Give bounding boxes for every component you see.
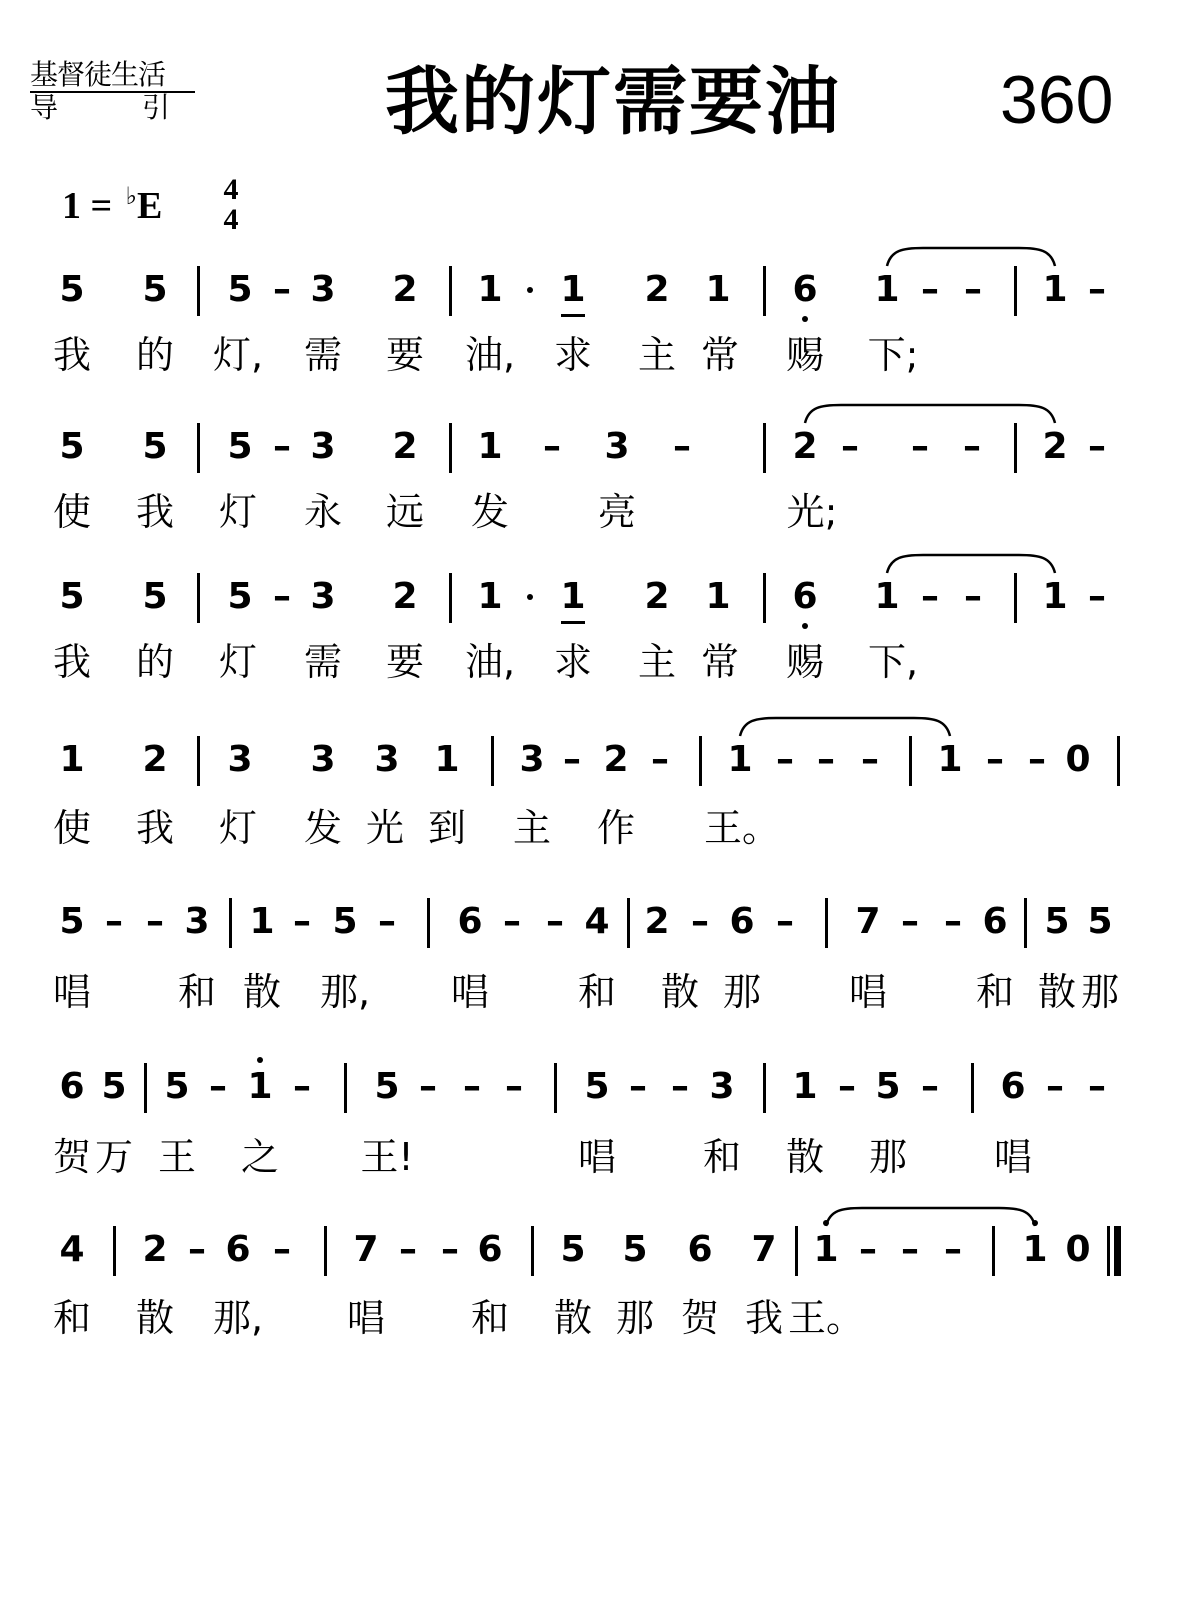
key-letter: E bbox=[136, 185, 163, 227]
dash-extension: – bbox=[1088, 576, 1106, 617]
dash-extension: – bbox=[776, 901, 794, 942]
time-signature-bottom: 4 bbox=[223, 203, 239, 236]
barline bbox=[795, 1226, 798, 1276]
dash-extension: – bbox=[859, 1229, 877, 1270]
note: 5 bbox=[142, 426, 168, 467]
flat-sign: ♭ bbox=[125, 184, 137, 210]
lyric-syllable: 要 bbox=[385, 333, 425, 377]
lyric-syllable: 主 bbox=[512, 806, 552, 850]
lyric-syllable: 主 bbox=[637, 333, 677, 377]
lyric-syllable: 王! bbox=[360, 1135, 414, 1179]
dash-extension: – bbox=[273, 576, 291, 617]
dash-extension: – bbox=[505, 1066, 523, 1107]
dash-extension: – bbox=[629, 1066, 647, 1107]
lyric-syllable: 唱 bbox=[346, 1296, 386, 1340]
lyric-syllable: 王 bbox=[157, 1135, 197, 1179]
note: 5 bbox=[59, 269, 85, 310]
barline bbox=[531, 1226, 534, 1276]
barline bbox=[1024, 898, 1027, 948]
final-barline-thick bbox=[1114, 1226, 1121, 1276]
note: 7 bbox=[855, 901, 881, 942]
note: 1 bbox=[813, 1229, 839, 1270]
lyric-syllable: 和 bbox=[975, 970, 1015, 1014]
barline bbox=[197, 736, 200, 786]
lyric-syllable: 灯, bbox=[212, 333, 264, 377]
barline bbox=[1117, 736, 1120, 786]
lyric-syllable: 贺 bbox=[680, 1296, 720, 1340]
dash-extension: – bbox=[901, 901, 919, 942]
lyric-syllable: 使 bbox=[52, 490, 92, 534]
time-signature-top: 4 bbox=[223, 173, 239, 206]
dash-extension: – bbox=[399, 1229, 417, 1270]
note: 5 bbox=[1087, 901, 1113, 942]
lyric-syllable: 和 bbox=[702, 1135, 742, 1179]
lyric-syllable: 的 bbox=[135, 640, 175, 684]
note: 3 bbox=[184, 901, 210, 942]
category-line-2: 导 引 bbox=[30, 91, 171, 124]
lyric-syllable: 王。 bbox=[787, 1296, 865, 1340]
note: 5 bbox=[59, 901, 85, 942]
lyric-syllable: 的 bbox=[135, 333, 175, 377]
tie-slur bbox=[801, 403, 1059, 425]
lyric-syllable: 远 bbox=[385, 490, 425, 534]
lyric-syllable: 常 bbox=[700, 333, 740, 377]
lyric-syllable: 赐 bbox=[785, 640, 825, 684]
lyric-syllable: 亮 bbox=[597, 490, 637, 534]
note: 2 bbox=[603, 739, 629, 780]
note: 6 bbox=[225, 1229, 251, 1270]
note: 6 bbox=[457, 901, 483, 942]
note: 5 bbox=[622, 1229, 648, 1270]
hymn-title: 我的灯需要油 bbox=[385, 59, 841, 145]
lyric-syllable: 光; bbox=[786, 490, 838, 534]
note: 5 bbox=[59, 576, 85, 617]
tie-slur bbox=[883, 553, 1059, 575]
augmentation-dot bbox=[527, 594, 533, 600]
barline bbox=[763, 1063, 766, 1113]
note: 6 bbox=[477, 1229, 503, 1270]
dash-extension: – bbox=[1088, 1066, 1106, 1107]
lyric-syllable: 下; bbox=[867, 333, 919, 377]
lyric-syllable: 光 bbox=[365, 806, 405, 850]
tie-slur-curve bbox=[805, 405, 1055, 423]
tie-slur bbox=[883, 246, 1059, 268]
note: 2 bbox=[644, 901, 670, 942]
dash-extension: – bbox=[817, 739, 835, 780]
lyric-syllable: 和 bbox=[52, 1296, 92, 1340]
note: 6 bbox=[1000, 1066, 1026, 1107]
lyric-syllable: 我 bbox=[744, 1296, 784, 1340]
lyric-syllable: 求 bbox=[553, 333, 593, 377]
note: 5 bbox=[227, 426, 253, 467]
lyric-syllable: 油, bbox=[464, 640, 516, 684]
note: 4 bbox=[584, 901, 610, 942]
tie-slur bbox=[736, 716, 954, 738]
note: 0 bbox=[1065, 739, 1091, 780]
lyric-syllable: 那 bbox=[1080, 970, 1120, 1014]
dash-extension: – bbox=[651, 739, 669, 780]
dash-extension: – bbox=[293, 1066, 311, 1107]
note: 1 bbox=[937, 739, 963, 780]
dash-extension: – bbox=[546, 901, 564, 942]
note: 5 bbox=[142, 576, 168, 617]
note: 6 bbox=[792, 576, 818, 617]
dash-extension: – bbox=[273, 269, 291, 310]
lyric-syllable: 发 bbox=[470, 490, 510, 534]
dash-extension: – bbox=[146, 901, 164, 942]
dash-extension: – bbox=[841, 426, 859, 467]
dash-extension: – bbox=[911, 426, 929, 467]
lyric-syllable: 那 bbox=[868, 1135, 908, 1179]
lyric-syllable: 永 bbox=[303, 490, 343, 534]
note: 3 bbox=[519, 739, 545, 780]
note: 0 bbox=[1065, 1229, 1091, 1270]
note: 1 bbox=[792, 1066, 818, 1107]
note: 1 bbox=[477, 426, 503, 467]
dash-extension: – bbox=[293, 901, 311, 942]
lyric-syllable: 求 bbox=[553, 640, 593, 684]
dash-extension: – bbox=[963, 426, 981, 467]
lyric-syllable: 发 bbox=[303, 806, 343, 850]
lyric-syllable: 那 bbox=[722, 970, 762, 1014]
tie-slur-curve bbox=[887, 248, 1055, 266]
note: 2 bbox=[142, 739, 168, 780]
barline bbox=[554, 1063, 557, 1113]
barline bbox=[992, 1226, 995, 1276]
eighth-underline bbox=[561, 621, 585, 624]
note: 1 bbox=[1022, 1229, 1048, 1270]
note: 1 bbox=[247, 1066, 273, 1107]
dash-extension: – bbox=[209, 1066, 227, 1107]
note: 1 bbox=[477, 576, 503, 617]
augmentation-dot bbox=[527, 287, 533, 293]
barline bbox=[763, 423, 766, 473]
lyric-syllable: 万 bbox=[94, 1135, 134, 1179]
barline bbox=[1014, 266, 1017, 316]
dash-extension: – bbox=[273, 426, 291, 467]
note: 5 bbox=[59, 426, 85, 467]
barline bbox=[344, 1063, 347, 1113]
note: 1 bbox=[727, 739, 753, 780]
lower-octave-dot bbox=[802, 623, 808, 629]
note: 3 bbox=[709, 1066, 735, 1107]
lyric-syllable: 我 bbox=[52, 640, 92, 684]
note: 7 bbox=[751, 1229, 777, 1270]
barline bbox=[449, 573, 452, 623]
lyric-syllable: 要 bbox=[385, 640, 425, 684]
note: 1 bbox=[874, 269, 900, 310]
note: 5 bbox=[584, 1066, 610, 1107]
note: 1 bbox=[705, 269, 731, 310]
note: 6 bbox=[982, 901, 1008, 942]
note: 3 bbox=[374, 739, 400, 780]
note: 6 bbox=[59, 1066, 85, 1107]
note: 5 bbox=[142, 269, 168, 310]
note: 7 bbox=[353, 1229, 379, 1270]
dash-extension: – bbox=[986, 739, 1004, 780]
lyric-syllable: 和 bbox=[177, 970, 217, 1014]
dash-extension: – bbox=[463, 1066, 481, 1107]
barline bbox=[763, 266, 766, 316]
dash-extension: – bbox=[503, 901, 521, 942]
lyric-syllable: 之 bbox=[240, 1135, 280, 1179]
barline bbox=[144, 1063, 147, 1113]
barline bbox=[197, 266, 200, 316]
lyric-syllable: 唱 bbox=[577, 1135, 617, 1179]
lyric-syllable: 散 bbox=[1037, 970, 1077, 1014]
note: 1 bbox=[560, 269, 586, 310]
dash-extension: – bbox=[1088, 269, 1106, 310]
lyric-syllable: 散 bbox=[135, 1296, 175, 1340]
barline bbox=[1014, 573, 1017, 623]
note: 5 bbox=[332, 901, 358, 942]
note: 1 bbox=[434, 739, 460, 780]
lyric-syllable: 我 bbox=[52, 333, 92, 377]
lyric-syllable: 我 bbox=[135, 806, 175, 850]
lyric-syllable: 贺 bbox=[52, 1135, 92, 1179]
lyric-syllable: 唱 bbox=[848, 970, 888, 1014]
time-signature bbox=[218, 175, 244, 235]
lyric-syllable: 油, bbox=[464, 333, 516, 377]
lower-octave-dot bbox=[802, 316, 808, 322]
note: 1 bbox=[1042, 576, 1068, 617]
lyric-syllable: 唱 bbox=[450, 970, 490, 1014]
dash-extension: – bbox=[691, 901, 709, 942]
note: 5 bbox=[164, 1066, 190, 1107]
lyric-syllable: 和 bbox=[470, 1296, 510, 1340]
dash-extension: – bbox=[776, 739, 794, 780]
dash-extension: – bbox=[543, 426, 561, 467]
note: 1 bbox=[705, 576, 731, 617]
barline bbox=[699, 736, 702, 786]
key-prefix: 1 = bbox=[62, 185, 122, 227]
note: 3 bbox=[310, 739, 336, 780]
barline bbox=[909, 736, 912, 786]
eighth-underline bbox=[561, 314, 585, 317]
note: 2 bbox=[644, 269, 670, 310]
note: 1 bbox=[249, 901, 275, 942]
note: 3 bbox=[310, 426, 336, 467]
dash-extension: – bbox=[861, 739, 879, 780]
dash-extension: – bbox=[921, 576, 939, 617]
dash-extension: – bbox=[1088, 426, 1106, 467]
dash-extension: – bbox=[944, 1229, 962, 1270]
note: 5 bbox=[101, 1066, 127, 1107]
hymnal-category bbox=[30, 60, 195, 123]
lyric-syllable: 散 bbox=[660, 970, 700, 1014]
note: 2 bbox=[392, 269, 418, 310]
barline bbox=[229, 898, 232, 948]
note: 2 bbox=[392, 576, 418, 617]
dash-extension: – bbox=[1046, 1066, 1064, 1107]
lyric-syllable: 我 bbox=[135, 490, 175, 534]
lyric-syllable: 散 bbox=[242, 970, 282, 1014]
note: 3 bbox=[604, 426, 630, 467]
dash-extension: – bbox=[838, 1066, 856, 1107]
barline bbox=[627, 898, 630, 948]
dash-extension: – bbox=[944, 901, 962, 942]
note: 2 bbox=[792, 426, 818, 467]
note: 5 bbox=[227, 269, 253, 310]
note: 3 bbox=[227, 739, 253, 780]
category-line-1: 基督徒生活 bbox=[30, 60, 195, 93]
lyric-syllable: 灯 bbox=[218, 490, 258, 534]
note: 5 bbox=[374, 1066, 400, 1107]
lyric-syllable: 下, bbox=[867, 640, 919, 684]
lyric-syllable: 灯 bbox=[218, 640, 258, 684]
dash-extension: – bbox=[921, 1066, 939, 1107]
barline bbox=[197, 573, 200, 623]
lyric-syllable: 散 bbox=[785, 1135, 825, 1179]
barline bbox=[324, 1226, 327, 1276]
dash-extension: – bbox=[673, 426, 691, 467]
lyric-syllable: 主 bbox=[637, 640, 677, 684]
note: 3 bbox=[310, 269, 336, 310]
dash-extension: – bbox=[378, 901, 396, 942]
barline bbox=[449, 266, 452, 316]
barline bbox=[491, 736, 494, 786]
note: 2 bbox=[1042, 426, 1068, 467]
dash-extension: – bbox=[1028, 739, 1046, 780]
note: 1 bbox=[560, 576, 586, 617]
lyric-syllable: 到 bbox=[427, 806, 467, 850]
final-barline-thin bbox=[1107, 1226, 1110, 1276]
note: 2 bbox=[392, 426, 418, 467]
lyric-syllable: 王。 bbox=[703, 806, 781, 850]
lyric-syllable: 常 bbox=[700, 640, 740, 684]
lyric-syllable: 那, bbox=[212, 1296, 264, 1340]
dash-extension: – bbox=[671, 1066, 689, 1107]
upper-octave-dot bbox=[257, 1057, 263, 1063]
lyric-syllable: 使 bbox=[52, 806, 92, 850]
tie-slur-curve bbox=[887, 555, 1055, 573]
note: 2 bbox=[142, 1229, 168, 1270]
dash-extension: – bbox=[901, 1229, 919, 1270]
barline bbox=[197, 423, 200, 473]
note: 1 bbox=[477, 269, 503, 310]
note: 2 bbox=[644, 576, 670, 617]
tie-slur-curve bbox=[826, 1208, 1035, 1226]
dash-extension: – bbox=[105, 901, 123, 942]
dash-extension: – bbox=[188, 1229, 206, 1270]
note: 5 bbox=[560, 1229, 586, 1270]
note: 5 bbox=[227, 576, 253, 617]
lyric-syllable: 和 bbox=[577, 970, 617, 1014]
lyric-syllable: 需 bbox=[303, 640, 343, 684]
note: 5 bbox=[875, 1066, 901, 1107]
lyric-syllable: 唱 bbox=[993, 1135, 1033, 1179]
note: 1 bbox=[59, 739, 85, 780]
lyric-syllable: 需 bbox=[303, 333, 343, 377]
key-signature bbox=[62, 182, 162, 228]
note: 4 bbox=[59, 1229, 85, 1270]
note: 5 bbox=[1044, 901, 1070, 942]
dash-extension: – bbox=[563, 739, 581, 780]
lyric-syllable: 灯 bbox=[218, 806, 258, 850]
barline bbox=[113, 1226, 116, 1276]
note: 1 bbox=[1042, 269, 1068, 310]
barline bbox=[427, 898, 430, 948]
note: 6 bbox=[729, 901, 755, 942]
barline bbox=[825, 898, 828, 948]
lyric-syllable: 唱 bbox=[52, 970, 92, 1014]
lyric-syllable: 那 bbox=[615, 1296, 655, 1340]
lyric-syllable: 散 bbox=[553, 1296, 593, 1340]
dash-extension: – bbox=[419, 1066, 437, 1107]
tie-slur-curve bbox=[740, 718, 950, 736]
note: 1 bbox=[874, 576, 900, 617]
lyric-syllable: 赐 bbox=[785, 333, 825, 377]
note: 3 bbox=[310, 576, 336, 617]
barline bbox=[1014, 423, 1017, 473]
tie-slur bbox=[822, 1206, 1039, 1228]
dash-extension: – bbox=[964, 576, 982, 617]
barline bbox=[449, 423, 452, 473]
lyric-syllable: 那, bbox=[319, 970, 371, 1014]
hymn-number: 360 bbox=[1000, 62, 1114, 138]
lyric-syllable: 作 bbox=[596, 806, 636, 850]
barline bbox=[763, 573, 766, 623]
note: 6 bbox=[687, 1229, 713, 1270]
dash-extension: – bbox=[273, 1229, 291, 1270]
dash-extension: – bbox=[441, 1229, 459, 1270]
dash-extension: – bbox=[964, 269, 982, 310]
barline bbox=[971, 1063, 974, 1113]
dash-extension: – bbox=[921, 269, 939, 310]
note: 6 bbox=[792, 269, 818, 310]
